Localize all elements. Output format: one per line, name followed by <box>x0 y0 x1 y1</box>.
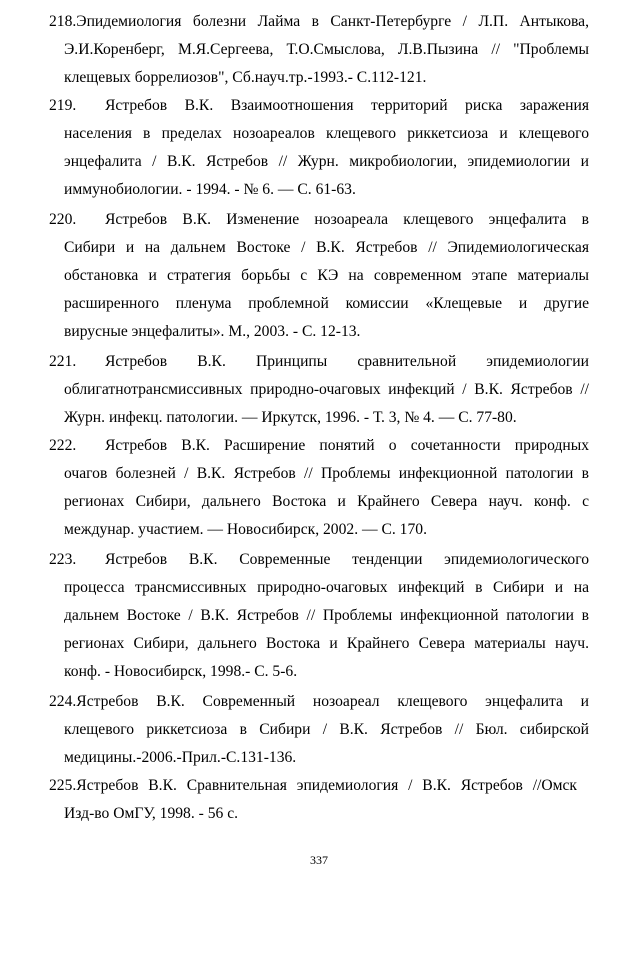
reference-line: Журн. инфекц. патологии. — Иркутск, 1996. - Т. 3, № 4. — С. 77-80. <box>64 409 517 426</box>
reference-text: Ястребов В.К. Расширение понятий о сочетанности природных <box>105 437 589 454</box>
reference-text: Ястребов В.К. Изменение нозоареала клещевого энцефалита в <box>105 211 589 228</box>
reference-line: обстановка и стратегия борьбы с КЭ на современном этапе материалы <box>64 267 589 284</box>
reference-text: Ястребов В.К. Взаимоотношения территорий риска заражения <box>105 97 589 114</box>
reference-text: Ястребов В.К. Современные тенденции эпидемиологического <box>105 551 589 568</box>
reference-number: 219. <box>49 97 77 114</box>
reference-line: клещевого риккетсиоза в Сибири / В.К. Ястребов // Бюл. сибирской <box>64 721 589 738</box>
reference-line: клещевых боррелиозов", Сб.науч.тр.-1993.- С.112-121. <box>64 69 427 86</box>
reference-line: Изд-во ОмГУ, 1998. - 56 с. <box>64 805 239 822</box>
reference-line: Сибири и на дальнем Востоке / В.К. Ястребов // Эпидемиологическая <box>64 239 589 256</box>
reference-line: регионах Сибири, дальнего Востока и Крайнего Севера материалы науч. <box>64 635 589 652</box>
reference-number: 225. <box>49 777 77 794</box>
reference-text: Ястребов В.К. Сравнительная эпидемиология / В.К. Ястребов //Омск <box>76 777 577 794</box>
reference-line: процесса трансмиссивных природно-очаговых инфекций в Сибири и на <box>64 579 589 596</box>
reference-line: конф. - Новосибирск, 1998.- С. 5-6. <box>64 663 298 680</box>
reference-line: междунар. участием. — Новосибирск, 2002. — С. 170. <box>64 521 427 538</box>
page-number: 337 <box>310 853 328 867</box>
reference-number: 218. <box>49 13 77 30</box>
reference-line: энцефалита / В.К. Ястребов // Журн. микробиологии, эпидемиологии и <box>64 153 589 170</box>
reference-line: иммунобиологии. - 1994. - № 6. — С. 61-63. <box>64 181 356 198</box>
reference-224-first-line <box>49 692 589 712</box>
reference-line: вирусные энцефалиты». М., 2003. - С. 12-13. <box>64 323 361 340</box>
reference-number: 221. <box>49 353 77 370</box>
reference-number: 220. <box>49 211 77 228</box>
reference-text: Ястребов В.К. Принципы сравнительной эпидемиологии <box>105 353 589 370</box>
reference-225-first-line <box>49 776 577 796</box>
reference-line: очагов болезней / В.К. Ястребов // Проблемы инфекционной патологии в <box>64 465 589 482</box>
reference-line: дальнем Востоке / В.К. Ястребов // Проблемы инфекционной патологии в <box>64 607 589 624</box>
reference-line: медицины.-2006.-Прил.-С.131-136. <box>64 749 297 766</box>
reference-line: Э.И.Коренберг, М.Я.Сергеева, Т.О.Смыслова, Л.В.Пызина // "Проблемы <box>64 41 589 58</box>
reference-line: расширенного пленума проблемной комиссии «Клещевые и другие <box>64 295 589 312</box>
reference-line: регионах Сибири, дальнего Востока и Крайнего Севера науч. конф. с <box>64 493 589 510</box>
reference-number: 224. <box>49 693 77 710</box>
reference-line: населения в пределах нозоареалов клещевого риккетсиоза и клещевого <box>64 125 589 142</box>
reference-text: Эпидемиология болезни Лайма в Санкт-Петербурге / Л.П. Антыкова, <box>76 13 589 30</box>
reference-218-first-line <box>49 12 589 32</box>
reference-number: 223. <box>49 551 77 568</box>
reference-text: Ястребов В.К. Современный нозоареал клещевого энцефалита и <box>76 693 589 710</box>
reference-line: облигатнотрансмиссивных природно-очаговых инфекций / В.К. Ястребов // <box>64 381 589 398</box>
reference-number: 222. <box>49 437 77 454</box>
